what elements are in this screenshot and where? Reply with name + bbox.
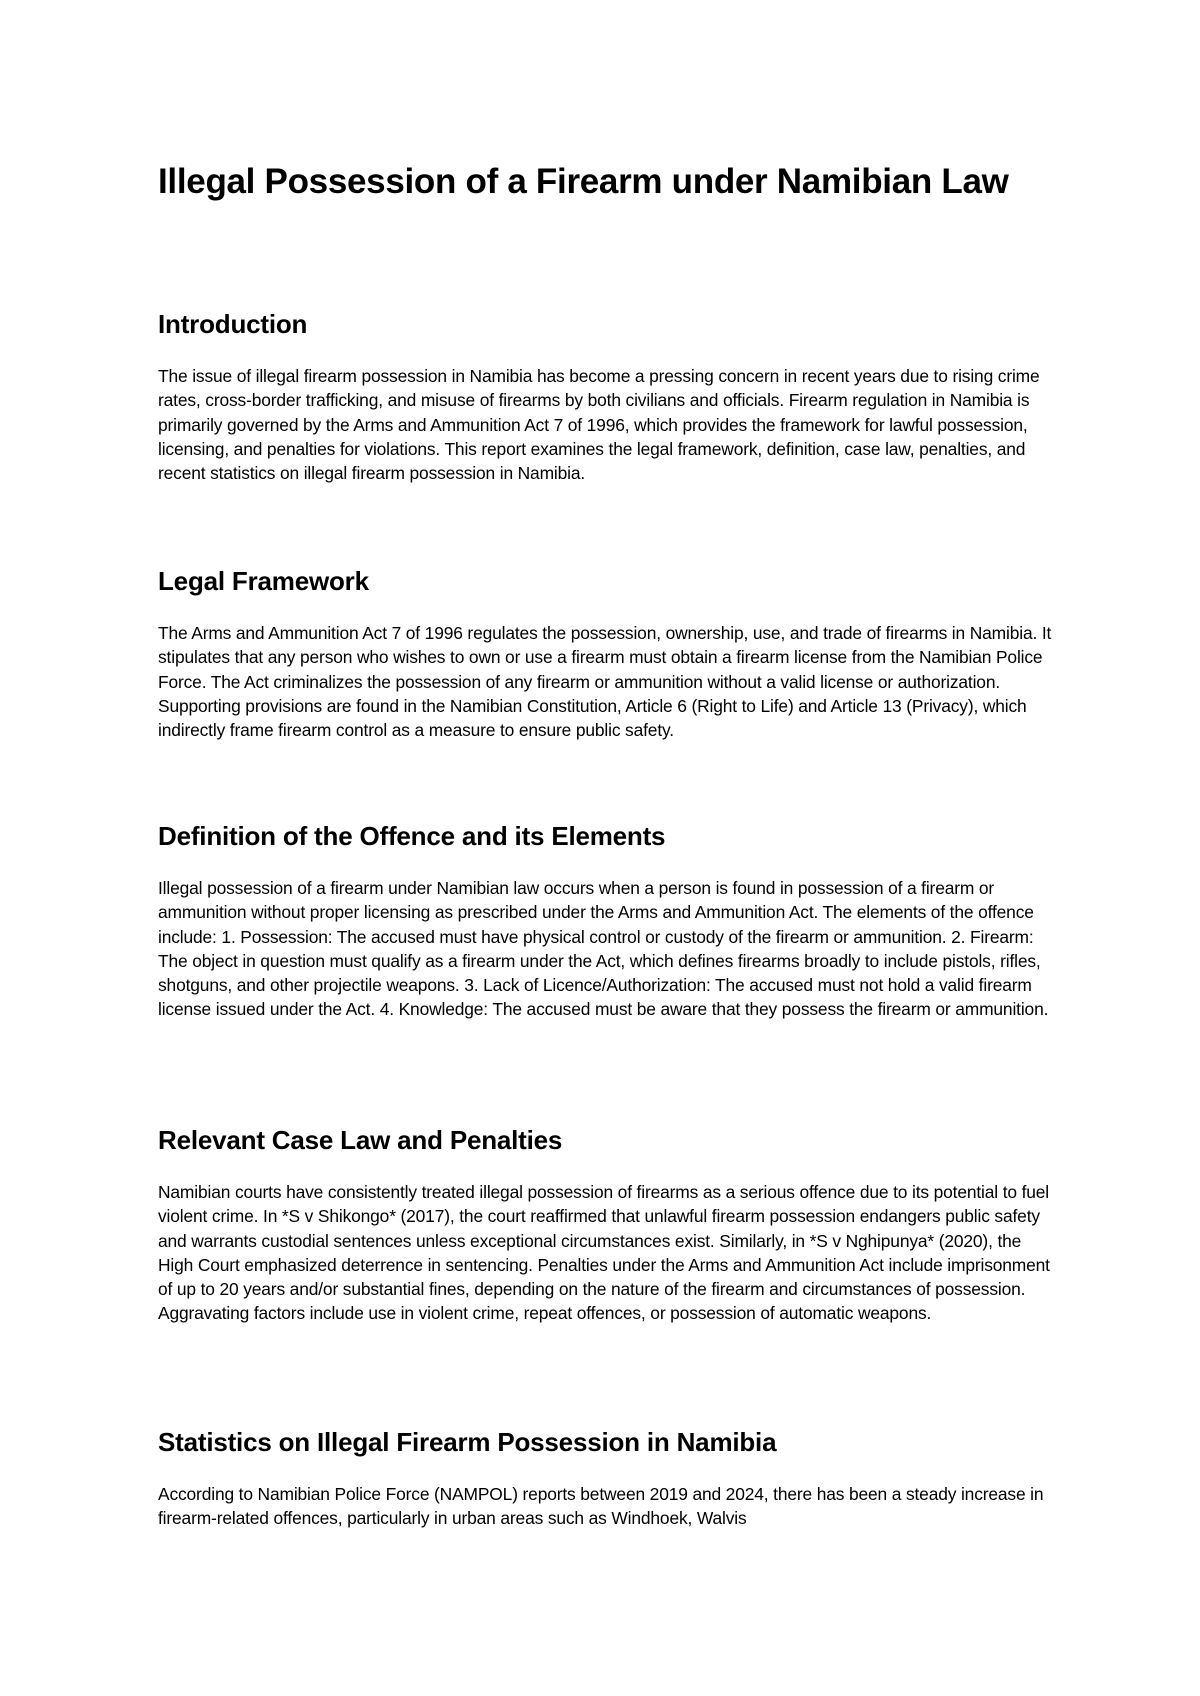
section-heading: Introduction bbox=[158, 309, 308, 339]
section-introduction bbox=[158, 308, 1058, 484]
section-case-law bbox=[158, 1124, 1058, 1324]
section-heading: Statistics on Illegal Firearm Possession in Namibia bbox=[158, 1427, 777, 1457]
section-heading: Definition of the Offence and its Elements bbox=[158, 821, 666, 851]
section-body: The issue of illegal firearm possession in Namibia has become a pressing concern in recent years due to rising crime rates, cross-border trafficking, and misuse of firearms by both civilians and officials. Firearm regulation in Namibia is primarily governed by the Arms and Ammunition Act 7 of 1996, which provides the framework for lawful possession, licensing, and penalties for violations. This report examines the legal framework, definition, case law, penalties, and recent statistics on illegal firearm possession in Namibia. bbox=[158, 366, 1040, 484]
section-body: According to Namibian Police Force (NAMPOL) reports between 2019 and 2024, there has been a steady increase in firearm-related offences, particularly in urban areas such as Windhoek, Walvis bbox=[158, 1484, 1044, 1529]
section-legal-framework bbox=[158, 565, 1058, 741]
section-heading: Legal Framework bbox=[158, 566, 369, 596]
document-title: Illegal Possession of a Firearm under Namibian Law bbox=[158, 162, 1009, 201]
section-statistics bbox=[158, 1426, 1058, 1529]
section-body: The Arms and Ammunition Act 7 of 1996 regulates the possession, ownership, use, and trade of firearms in Namibia. It stipulates that any person who wishes to own or use a firearm must obtain a firearm license from the Namibian Police Force. The Act criminalizes the possession of any firearm or ammunition without a valid license or authorization. Supporting provisions are found in the Namibian Constitution, Article 6 (Right to Life) and Article 13 (Privacy), which indirectly frame firearm control as a measure to ensure public safety. bbox=[158, 623, 1052, 741]
section-heading: Relevant Case Law and Penalties bbox=[158, 1125, 563, 1155]
section-body: Namibian courts have consistently treated illegal possession of firearms as a serious offence due to its potential to fuel violent crime. In *S v Shikongo* (2017), the court reaffirmed that unlawful firearm possession endangers public safety and warrants custodial sentences unless exceptional circumstances exist. Similarly, in *S v Nghipunya* (2020), the High Court emphasized deterrence in sentencing. Penalties under the Arms and Ammunition Act include imprisonment of up to 20 years and/or substantial fines, depending on the nature of the firearm and circumstances of possession. Aggravating factors include use in violent crime, repeat offences, or possession of automatic weapons. bbox=[158, 1182, 1050, 1324]
section-definition bbox=[158, 820, 1058, 1020]
section-body: Illegal possession of a firearm under Namibian law occurs when a person is found in possession of a firearm or ammunition without proper licensing as prescribed under the Arms and Ammunition Act. The elements of the offence include: 1. Possession: The accused must have physical control or custody of the firearm or ammunition. 2. Firearm: The object in question must qualify as a firearm under the Act, which defines firearms broadly to include pistols, rifles, shotguns, and other projectile weapons. 3. Lack of Licence/Authorization: The accused must not hold a valid firearm license issued under the Act. 4. Knowledge: The accused must be aware that they possess the firearm or ammunition. bbox=[158, 878, 1049, 1020]
